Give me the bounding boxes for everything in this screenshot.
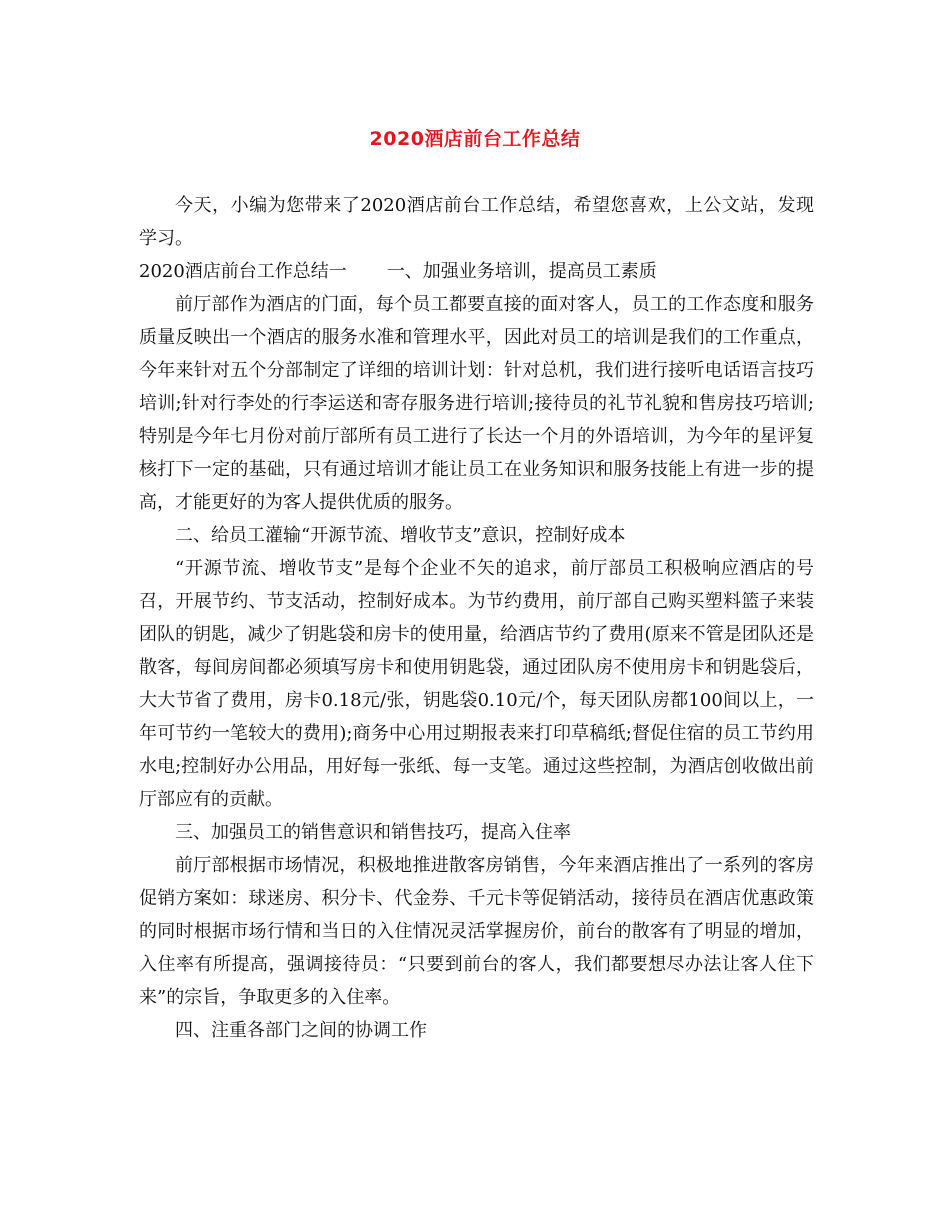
- intro-paragraph: 今天，小编为您带来了2020酒店前台工作总结，希望您喜欢，上公文站，发现学习。: [139, 195, 814, 249]
- document-body: [139, 189, 814, 1047]
- section1-paragraph: 前厅部作为酒店的门面，每个员工都要直接的面对客人，员工的工作态度和服务质量反映出一个酒店的服务水准和管理水平，因此对员工的培训是我们的工作重点，今年来针对五个分部制定了详细的培训计划：针对总机，我们进行接听电话语言技巧培训;针对行李处的行李运送和寄存服务进行培训;接待员的礼节礼貌和售房技巧培训;特别是今年七月份对前厅部所有员工进行了长达一个月的外语培训，为今年的星评复核打下一定的基础，只有通过培训才能让员工在业务知识和服务技能上有进一步的提高，才能更好的为客人提供优质的服务。: [139, 294, 814, 513]
- section3-heading: 三、加强员工的销售意识和销售技巧，提高入住率: [175, 822, 571, 843]
- section3-paragraph: 前厅部根据市场情况，积极地推进散客房销售，今年来酒店推出了一系列的客房促销方案如：球迷房、积分卡、代金券、千元卡等促销活动，接待员在酒店优惠政策的同时根据市场行情和当日的入住情况灵活掌握房价，前台的散客有了明显的增加，入住率有所提高，强调接待员：“只要到前台的客人，我们都要想尽办法让客人住下来”的宗旨，争取更多的入住率。: [139, 855, 814, 1008]
- subtitle-line: [139, 255, 814, 288]
- subtitle-label: 2020酒店前台工作总结一: [139, 261, 347, 282]
- section2-heading: 二、给员工灌输“开源节流、增收节支”意识，控制好成本: [175, 525, 626, 546]
- section2-paragraph: “开源节流、增收节支”是每个企业不矢的追求，前厅部员工积极响应酒店的号召，开展节约、节支活动，控制好成本。为节约费用，前厅部自己购买塑料篮子来装团队的钥匙，减少了钥匙袋和房卡的使用量，给酒店节约了费用(原来不管是团队还是散客，每间房间都必须填写房卡和使用钥匙袋，通过团队房不使用房卡和钥匙袋后，大大节省了费用，房卡0.18元/张，钥匙袋0.10元/个，每天团队房都100间以上，一年可节约一笔较大的费用);商务中心用过期报表来打印草稿纸;督促住宿的员工节约用水电;控制好办公用品，用好每一张纸、每一支笔。通过这些控制，为酒店创收做出前厅部应有的贡献。: [139, 558, 814, 810]
- section1-heading: 一、加强业务培训，提高员工素质: [386, 261, 657, 282]
- document-title: 2020酒店前台工作总结: [369, 128, 581, 150]
- section4-heading: 四、注重各部门之间的协调工作: [175, 1020, 427, 1041]
